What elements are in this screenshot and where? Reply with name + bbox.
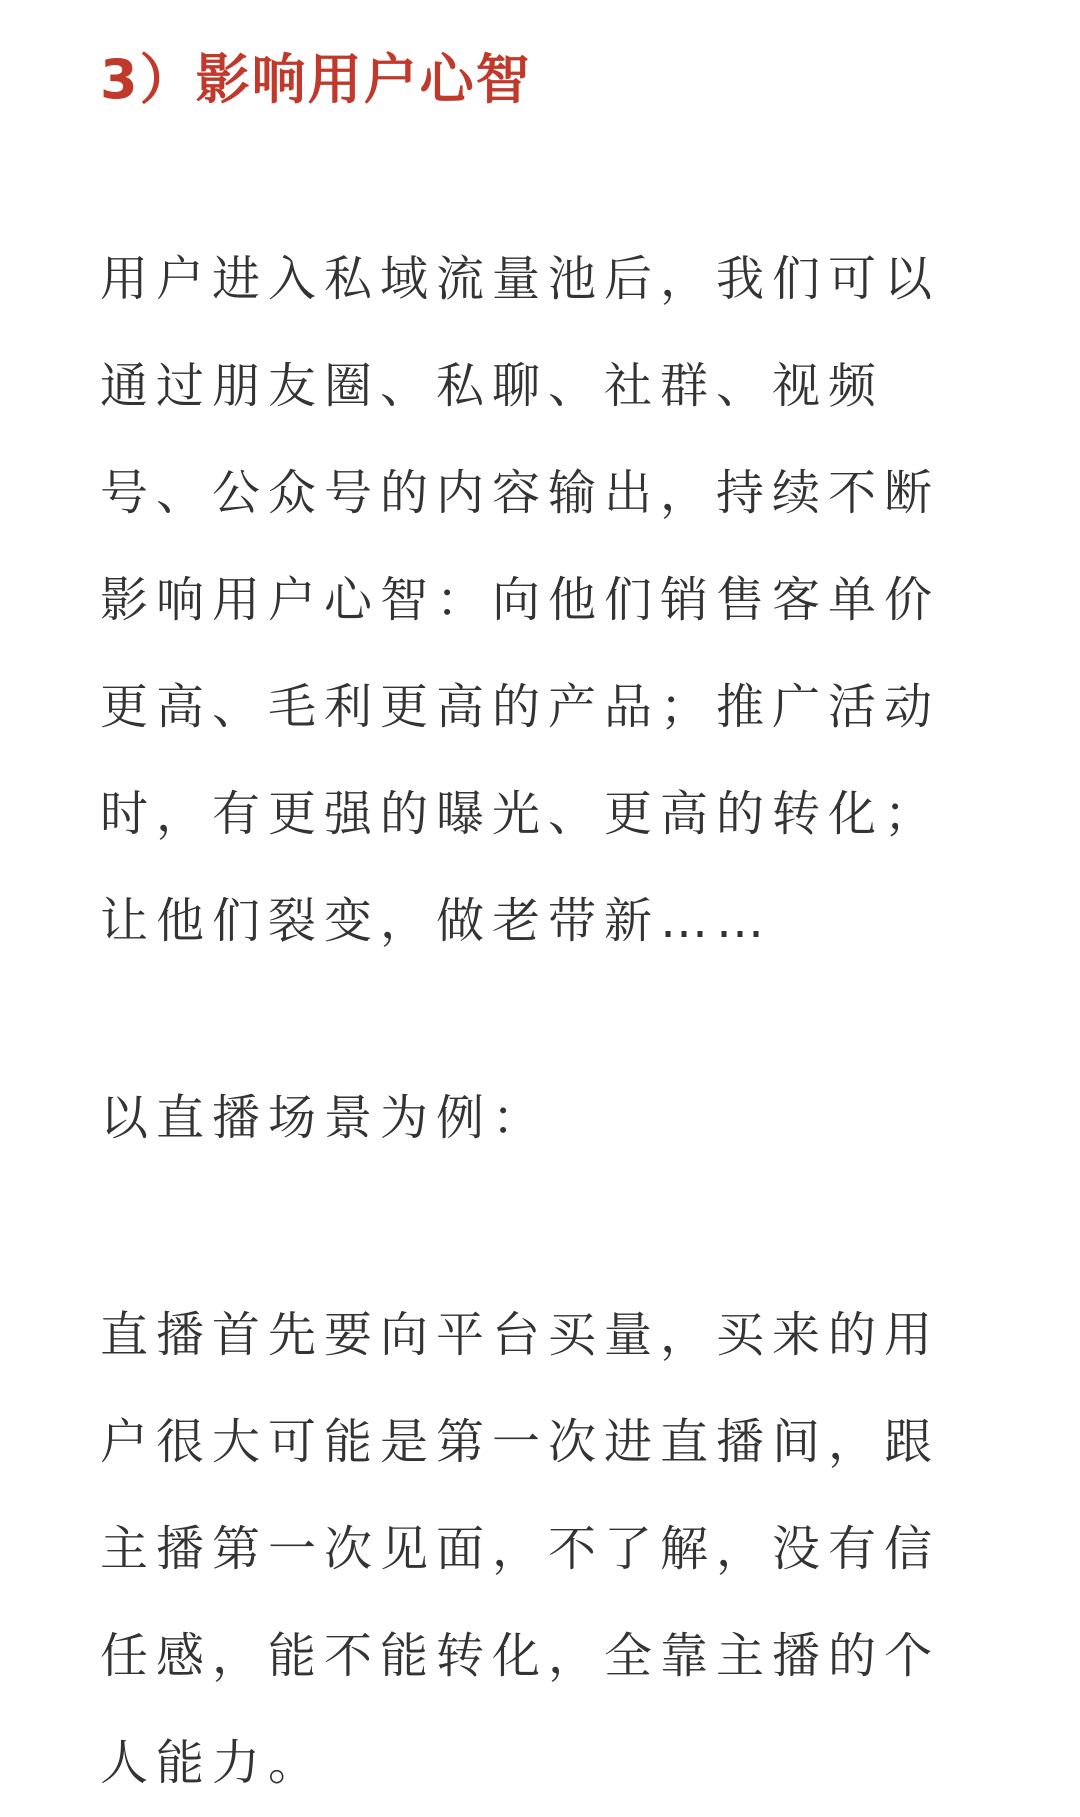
paragraph-private-traffic [100,226,990,975]
paragraph-line: 以直播场景为例： [100,1090,549,1146]
paragraph-line: 用户进入私域流量池后，我们可以 [100,251,941,307]
paragraph-live-stream [100,1282,990,1817]
paragraph-line: 户很大可能是第一次进直播间，跟 [100,1414,941,1470]
paragraph-line: 号、公众号的内容输出，持续不断 [100,465,941,521]
paragraph-line: 更高、毛利更高的产品；推广活动 [100,679,941,735]
paragraph-line: 通过朋友圈、私聊、社群、视频 [100,358,885,414]
paragraph-line: 人能力。 [100,1735,325,1791]
section-heading: 3）影响用户心智 [100,48,532,111]
paragraph-line: 让他们裂变，做老带新…… [100,893,773,949]
paragraph-line: 任感，能不能转化，全靠主播的个 [100,1628,941,1684]
paragraph-line: 时，有更强的曝光、更高的转化； [100,786,941,842]
paragraph-live-example [100,1065,990,1172]
paragraph-line: 主播第一次见面，不了解，没有信 [100,1521,941,1577]
paragraph-line: 影响用户心智：向他们销售客单价 [100,572,941,628]
paragraph-line: 直播首先要向平台买量，买来的用 [100,1307,941,1363]
